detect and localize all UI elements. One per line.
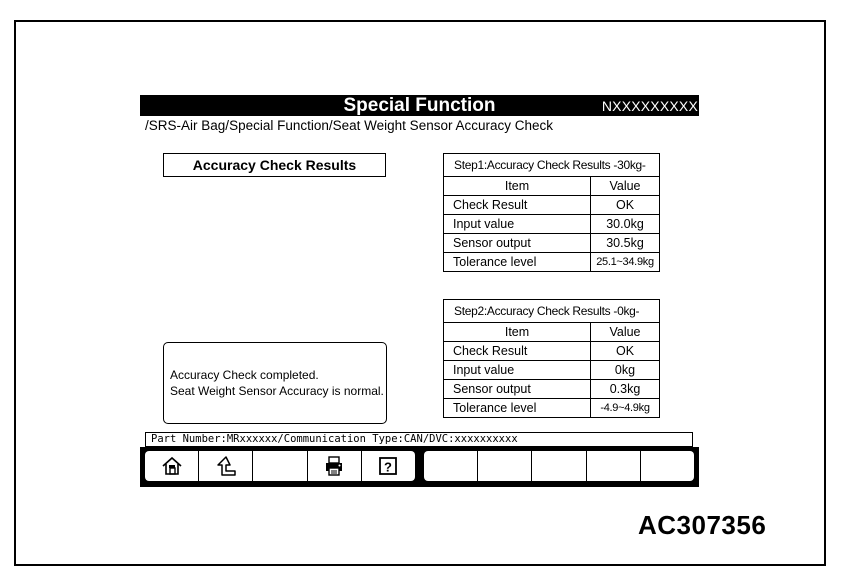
left-button-group xyxy=(145,451,415,481)
tester-screen xyxy=(140,95,699,487)
step2-col-item: Item xyxy=(444,323,591,342)
step1-caption: Step1:Accuracy Check Results -30kg- xyxy=(444,154,660,177)
screen-title: Special Function xyxy=(343,95,496,116)
table-cell-value: OK xyxy=(591,196,660,215)
step1-results-table xyxy=(443,153,660,272)
help-icon xyxy=(377,455,399,477)
device-id: NXXXXXXXXX xyxy=(601,98,698,114)
message-box xyxy=(163,342,387,424)
step2-caption: Step2:Accuracy Check Results -0kg- xyxy=(444,300,660,323)
function-button-1[interactable] xyxy=(424,451,478,481)
function-button-4[interactable] xyxy=(587,451,641,481)
home-button[interactable] xyxy=(145,451,199,481)
table-cell-item: Input value xyxy=(444,215,591,234)
help-button[interactable] xyxy=(362,451,415,481)
title-bar xyxy=(140,95,699,116)
home-icon xyxy=(161,455,183,477)
step2-results-table xyxy=(443,299,660,418)
right-button-group xyxy=(424,451,694,481)
table-cell-value: 0kg xyxy=(591,361,660,380)
step1-col-value: Value xyxy=(591,177,660,196)
breadcrumb-srs-air-bag[interactable]: SRS-Air Bag xyxy=(148,118,226,133)
table-cell-item: Input value xyxy=(444,361,591,380)
back-icon xyxy=(215,455,237,477)
svg-text:?: ? xyxy=(384,459,393,475)
table-cell-item: Sensor output xyxy=(444,380,591,399)
table-cell-item: Tolerance level xyxy=(444,253,591,272)
function-button-5[interactable] xyxy=(641,451,694,481)
status-bar: Part Number:MRxxxxxx/Communication Type:CAN/DVC:xxxxxxxxxx xyxy=(145,432,693,447)
figure-code: AC307356 xyxy=(638,510,767,540)
message-line-1: Accuracy Check completed. xyxy=(170,368,319,382)
function-button-3[interactable] xyxy=(532,451,586,481)
function-button-bar xyxy=(140,447,699,487)
message-line-2: Seat Weight Sensor Accuracy is normal. xyxy=(170,384,384,398)
print-button[interactable] xyxy=(308,451,362,481)
table-cell-item: Sensor output xyxy=(444,234,591,253)
table-cell-value: 25.1~34.9kg xyxy=(591,253,660,272)
empty-button[interactable] xyxy=(253,451,307,481)
results-header: Accuracy Check Results xyxy=(163,153,386,177)
table-cell-item: Check Result xyxy=(444,196,591,215)
function-button-2[interactable] xyxy=(478,451,532,481)
back-button[interactable] xyxy=(199,451,253,481)
breadcrumb-seat-weight-check: Seat Weight Sensor Accuracy Check xyxy=(332,118,553,133)
breadcrumb-special-function[interactable]: Special Function xyxy=(229,118,329,133)
step2-col-value: Value xyxy=(591,323,660,342)
table-cell-value: 30.0kg xyxy=(591,215,660,234)
breadcrumb: /SRS-Air Bag/Special Function/Seat Weight Sensor Accuracy Check xyxy=(145,118,553,133)
table-cell-value: 0.3kg xyxy=(591,380,660,399)
table-cell-value: 30.5kg xyxy=(591,234,660,253)
table-cell-value: -4.9~4.9kg xyxy=(591,399,660,418)
table-cell-item: Check Result xyxy=(444,342,591,361)
table-cell-value: OK xyxy=(591,342,660,361)
print-icon xyxy=(323,455,345,477)
table-cell-item: Tolerance level xyxy=(444,399,591,418)
step1-col-item: Item xyxy=(444,177,591,196)
